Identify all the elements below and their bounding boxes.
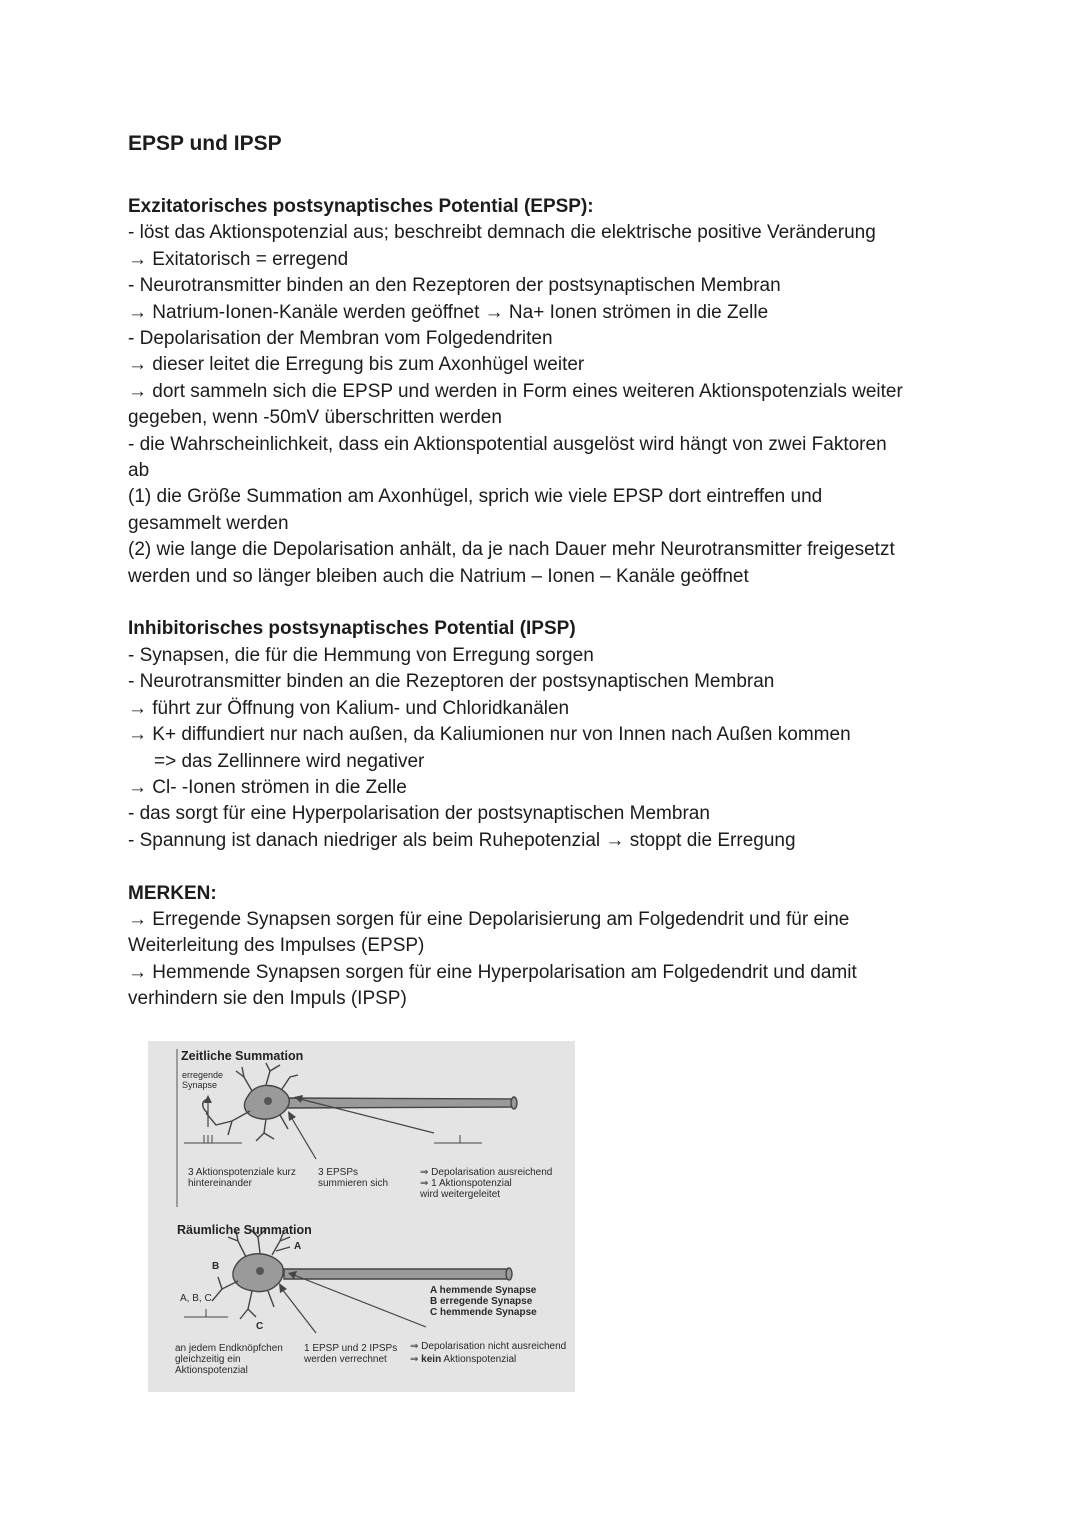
synapse-c-label: C	[256, 1321, 264, 1332]
erregende-synapse-label: erregende Synapse	[182, 1070, 224, 1090]
neuron-top	[203, 1063, 517, 1141]
epsp-line: gesammelt werden	[128, 512, 289, 534]
synapse-legend: A hemmende Synapse B erregende Synapse C hemmende Synapse	[430, 1285, 537, 1318]
merken-line: verhindern sie den Impuls (IPSP)	[128, 988, 407, 1010]
merken-body	[128, 907, 958, 1013]
ipsp-line: → K+ diffundiert nur nach außen, da Kaliumionen nur von Innen nach Außen kommen	[128, 724, 851, 746]
synapse-b-label: B	[212, 1261, 220, 1272]
caption-3b-prefix: ⇒	[410, 1354, 422, 1365]
document-page	[128, 130, 958, 1013]
zeitliche-summation-heading: Zeitliche Summation	[181, 1049, 304, 1063]
ipsp-body	[128, 643, 958, 854]
epsp-line: (2) wie lange die Depolarisation anhält, da je nach Dauer mehr Neurotransmitter freigesetzt	[128, 539, 895, 561]
page-title: EPSP und IPSP	[128, 132, 282, 155]
epsp-line: - löst das Aktionspotenzial aus; beschreibt demnach die elektrische positive Veränderung	[128, 222, 876, 244]
epsp-line: werden und so länger bleiben auch die Natrium – Ionen – Kanäle geöffnet	[128, 565, 749, 587]
abc-label: A, B, C	[180, 1293, 212, 1304]
ipsp-line: → Cl- -Ionen strömen in die Zelle	[128, 776, 407, 798]
zeitlich-caption-1: 3 Aktionspotenziale kurz hintereinander	[188, 1167, 296, 1189]
ipsp-line: - Neurotransmitter binden an die Rezeptoren der postsynaptischen Membran	[128, 671, 775, 693]
epsp-heading: Exzitatorisches postsynaptisches Potential (EPSP):	[128, 196, 594, 217]
caption-3b-rest: Aktionspotenzial	[441, 1354, 517, 1365]
epsp-line: (1) die Größe Summation am Axonhügel, sprich wie viele EPSP dort eintreffen und	[128, 486, 823, 508]
epsp-line: - Depolarisation der Membran vom Folgedendriten	[128, 328, 553, 350]
epsp-line: → dieser leitet die Erregung bis zum Axonhügel weiter	[128, 354, 585, 376]
ipsp-line: => das Zellinnere wird negativer	[154, 750, 425, 772]
epsp-line: gegeben, wenn -50mV überschritten werden	[128, 407, 502, 429]
raeumliche-summation-heading: Räumliche Summation	[177, 1223, 312, 1237]
epsp-line: ab	[128, 460, 150, 482]
synapse-a-label: A	[294, 1241, 302, 1252]
ipsp-heading: Inhibitorisches postsynaptisches Potential (IPSP)	[128, 618, 576, 640]
zeitlich-caption-3: ⇒ Depolarisation ausreichend ⇒ 1 Aktionspotenzial wird weitergeleitet	[420, 1167, 553, 1200]
merken-line: Weiterleitung des Impulses (EPSP)	[128, 935, 425, 957]
neuron-diagram	[148, 1041, 575, 1392]
epsp-line: - die Wahrscheinlichkeit, dass ein Aktionspotential ausgelöst wird hängt von zwei Faktoren	[128, 433, 887, 455]
epsp-line: → dort sammeln sich die EPSP und werden in Form eines weiteren Aktionspotenzials weiter	[128, 380, 903, 402]
epsp-line: - Neurotransmitter binden an den Rezeptoren der postsynaptischen Membran	[128, 275, 781, 297]
ipsp-line: - Synapsen, die für die Hemmung von Erregung sorgen	[128, 644, 594, 666]
epsp-line: → Natrium-Ionen-Kanäle werden geöffnet → Na+ Ionen strömen in die Zelle	[128, 301, 769, 323]
ipsp-line: → führt zur Öffnung von Kalium- und Chloridkanälen	[128, 697, 570, 719]
raeumlich-caption-3a: ⇒ Depolarisation nicht ausreichend	[410, 1341, 567, 1352]
raeumlich-caption-1: an jedem Endknöpfchen gleichzeitig ein Aktionspotenzial	[175, 1343, 283, 1376]
ipsp-line: - das sorgt für eine Hyperpolarisation der postsynaptischen Membran	[128, 803, 710, 825]
zeitlich-caption-2: 3 EPSPs summieren sich	[318, 1167, 389, 1189]
epsp-line: → Exitatorisch = erregend	[128, 248, 349, 270]
caption-3b-bold: kein	[421, 1354, 442, 1365]
merken-heading: MERKEN:	[128, 882, 217, 904]
summation-figure	[148, 1041, 575, 1392]
raeumlich-caption-2: 1 EPSP und 2 IPSPs werden verrechnet	[304, 1343, 398, 1365]
ipsp-line: - Spannung ist danach niedriger als beim Ruhepotenzial → stoppt die Erregung	[128, 829, 796, 851]
epsp-body	[128, 220, 958, 590]
raeumlich-caption-3b	[410, 1354, 516, 1365]
merken-line: → Erregende Synapsen sorgen für eine Depolarisierung am Folgedendrit und für eine	[128, 908, 850, 930]
merken-line: → Hemmende Synapsen sorgen für eine Hyperpolarisation am Folgedendrit und damit	[128, 961, 857, 983]
